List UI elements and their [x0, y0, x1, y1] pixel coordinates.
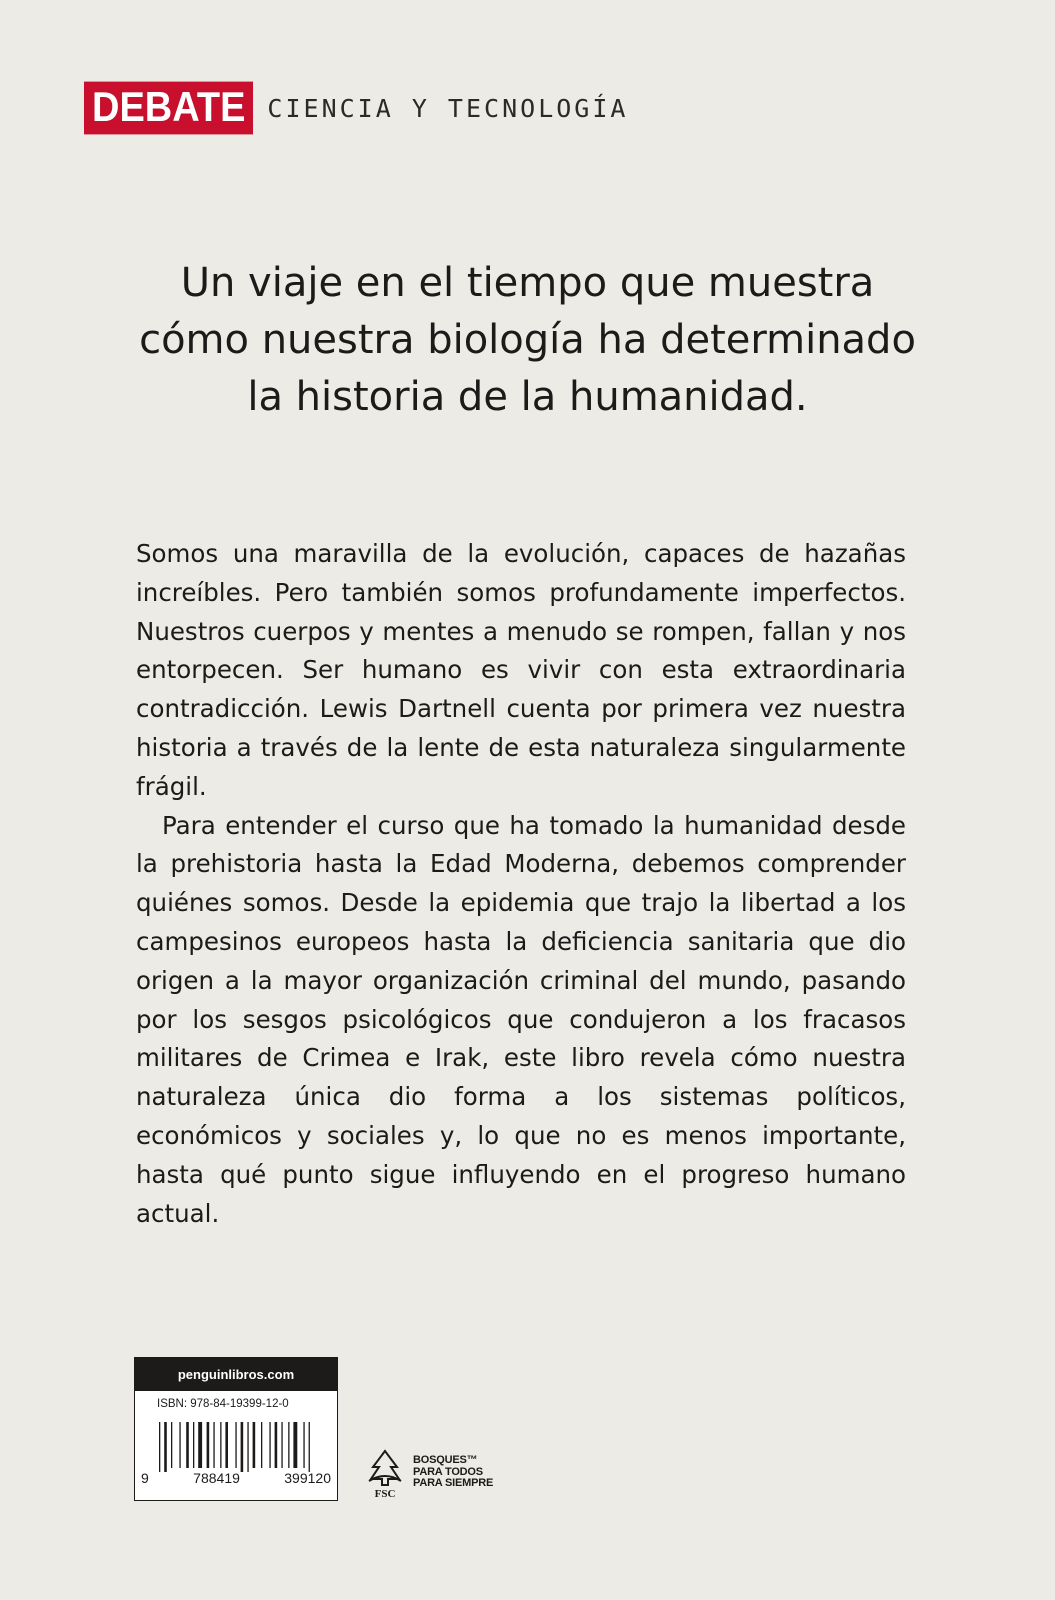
isbn-label: ISBN: 978-84-19399-12-0 [157, 1398, 289, 1410]
fsc-line: PARA SIEMPRE [413, 1477, 494, 1489]
debate-logo: DEBATE [84, 82, 253, 135]
tagline-line: la historia de la humanidad. [247, 374, 808, 420]
fsc-line: PARA TODOS [413, 1465, 483, 1478]
book-blurb [136, 535, 906, 1233]
barcode-block [134, 1357, 338, 1501]
blurb-paragraph: Para entender el curso que ha tomado la humanidad desde la prehistoria hasta la Edad Moderna, debemos comprender quiénes somos. Desde la epidemia que trajo la libertad a los campesinos europeos hasta la deficiencia sanitaria que dio origen a la mayor organización criminal del mundo, pasando por los sesgos psicológicos que condujeron a los fracasos militares de Crimea e Irak, este libro revela cómo nuestra naturaleza única dio forma a los sistemas políticos, económicos y sociales y, lo que no es menos importante, hasta qué punto sigue influyendo en el progreso humano actual. [136, 810, 906, 1228]
blurb-paragraph: Somos una maravilla de la evolución, capaces de hazañas increíbles. Pero también somos profundamente imperfectos. Nuestros cuerpos y mentes a menudo se rompen, fallan y nos entorpecen. Ser humano es vivir con esta extraordinaria contradicción. Lewis Dartnell cuenta por primera vez nuestra historia a través de la lente de esta naturaleza singularmente frágil. [136, 539, 906, 801]
barcode-icon [157, 1422, 317, 1472]
fsc-certification [365, 1447, 493, 1499]
tagline-line: Un viaje en el tiempo que muestra [180, 260, 875, 306]
cover-tagline [100, 255, 955, 426]
tagline-line: cómo nuestra biología ha determinado [139, 317, 916, 363]
barcode-digit-group: 9 [141, 1470, 149, 1486]
barcode-digit-group: 788419 [193, 1470, 240, 1486]
svg-text:FSC: FSC [374, 1488, 396, 1499]
fsc-line: BOSQUES™ [413, 1454, 478, 1466]
website-label: penguinlibros.com [135, 1358, 337, 1391]
fsc-claim [413, 1455, 493, 1490]
barcode-digit-group: 399120 [284, 1470, 331, 1486]
fsc-tree-icon [365, 1447, 405, 1499]
publisher-brand [84, 84, 628, 132]
collection-label: CIENCIA Y TECNOLOGÍA [267, 93, 629, 123]
barcode-digits [141, 1470, 331, 1486]
